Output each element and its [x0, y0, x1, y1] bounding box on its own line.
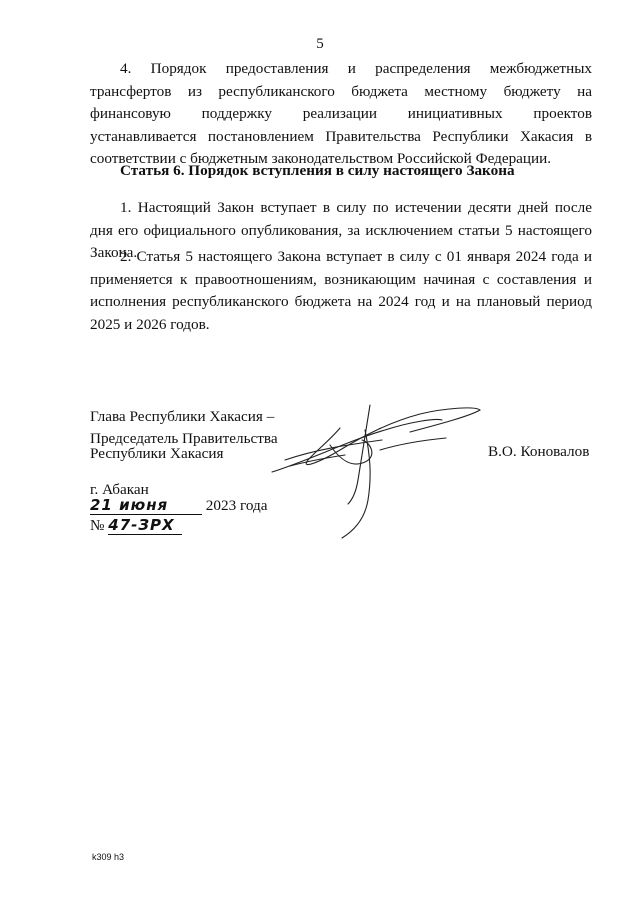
date-year: 2023 года [205, 497, 268, 514]
paragraph-article6-2: 2. Статья 5 настоящего Закона вступает в силу с 01 января 2024 года и применяется к правоотношениям, возникающим начиная с составления и исполнения республиканского бюджета на 2024 год и на плановый период 2025 и 2026 годов. [90, 248, 592, 333]
footer-code: k309 h3 [92, 852, 125, 862]
signatory-name: В.О. Коновалов [488, 443, 590, 460]
date-line [90, 496, 267, 515]
law-number-handwritten: 47-ЗРХ [108, 516, 182, 535]
handwritten-signature [270, 400, 500, 540]
article-6-heading: Статья 6. Порядок вступления в силу настоящего Закона [120, 162, 515, 179]
city: г. Абакан [90, 481, 149, 498]
signatory-title-line2: Председатель Правительства [90, 430, 278, 447]
law-number-line [90, 516, 182, 535]
paragraph-4: 4. Порядок предоставления и распределения межбюджетных трансфертов из республиканского бюджета местному бюджету на финансовую поддержку реализации инициативных проектов устанавливается постановлением Правительства Республики Хакасия в соответствии с бюджетным законодательством Российской Федерации. [90, 60, 592, 167]
paragraph-article6-1: 1. Настоящий Закон вступает в силу по истечении десяти дней после дня его официального опубликования, за исключением статьи 5 настоящего Закона. [90, 199, 592, 261]
signatory-title-line1: Глава Республики Хакасия – [90, 408, 275, 425]
date-handwritten: 21 июня [90, 496, 202, 515]
page-number: 5 [316, 36, 324, 52]
number-prefix: № [90, 517, 105, 534]
signatory-title-line3: Республики Хакасия [90, 445, 224, 462]
